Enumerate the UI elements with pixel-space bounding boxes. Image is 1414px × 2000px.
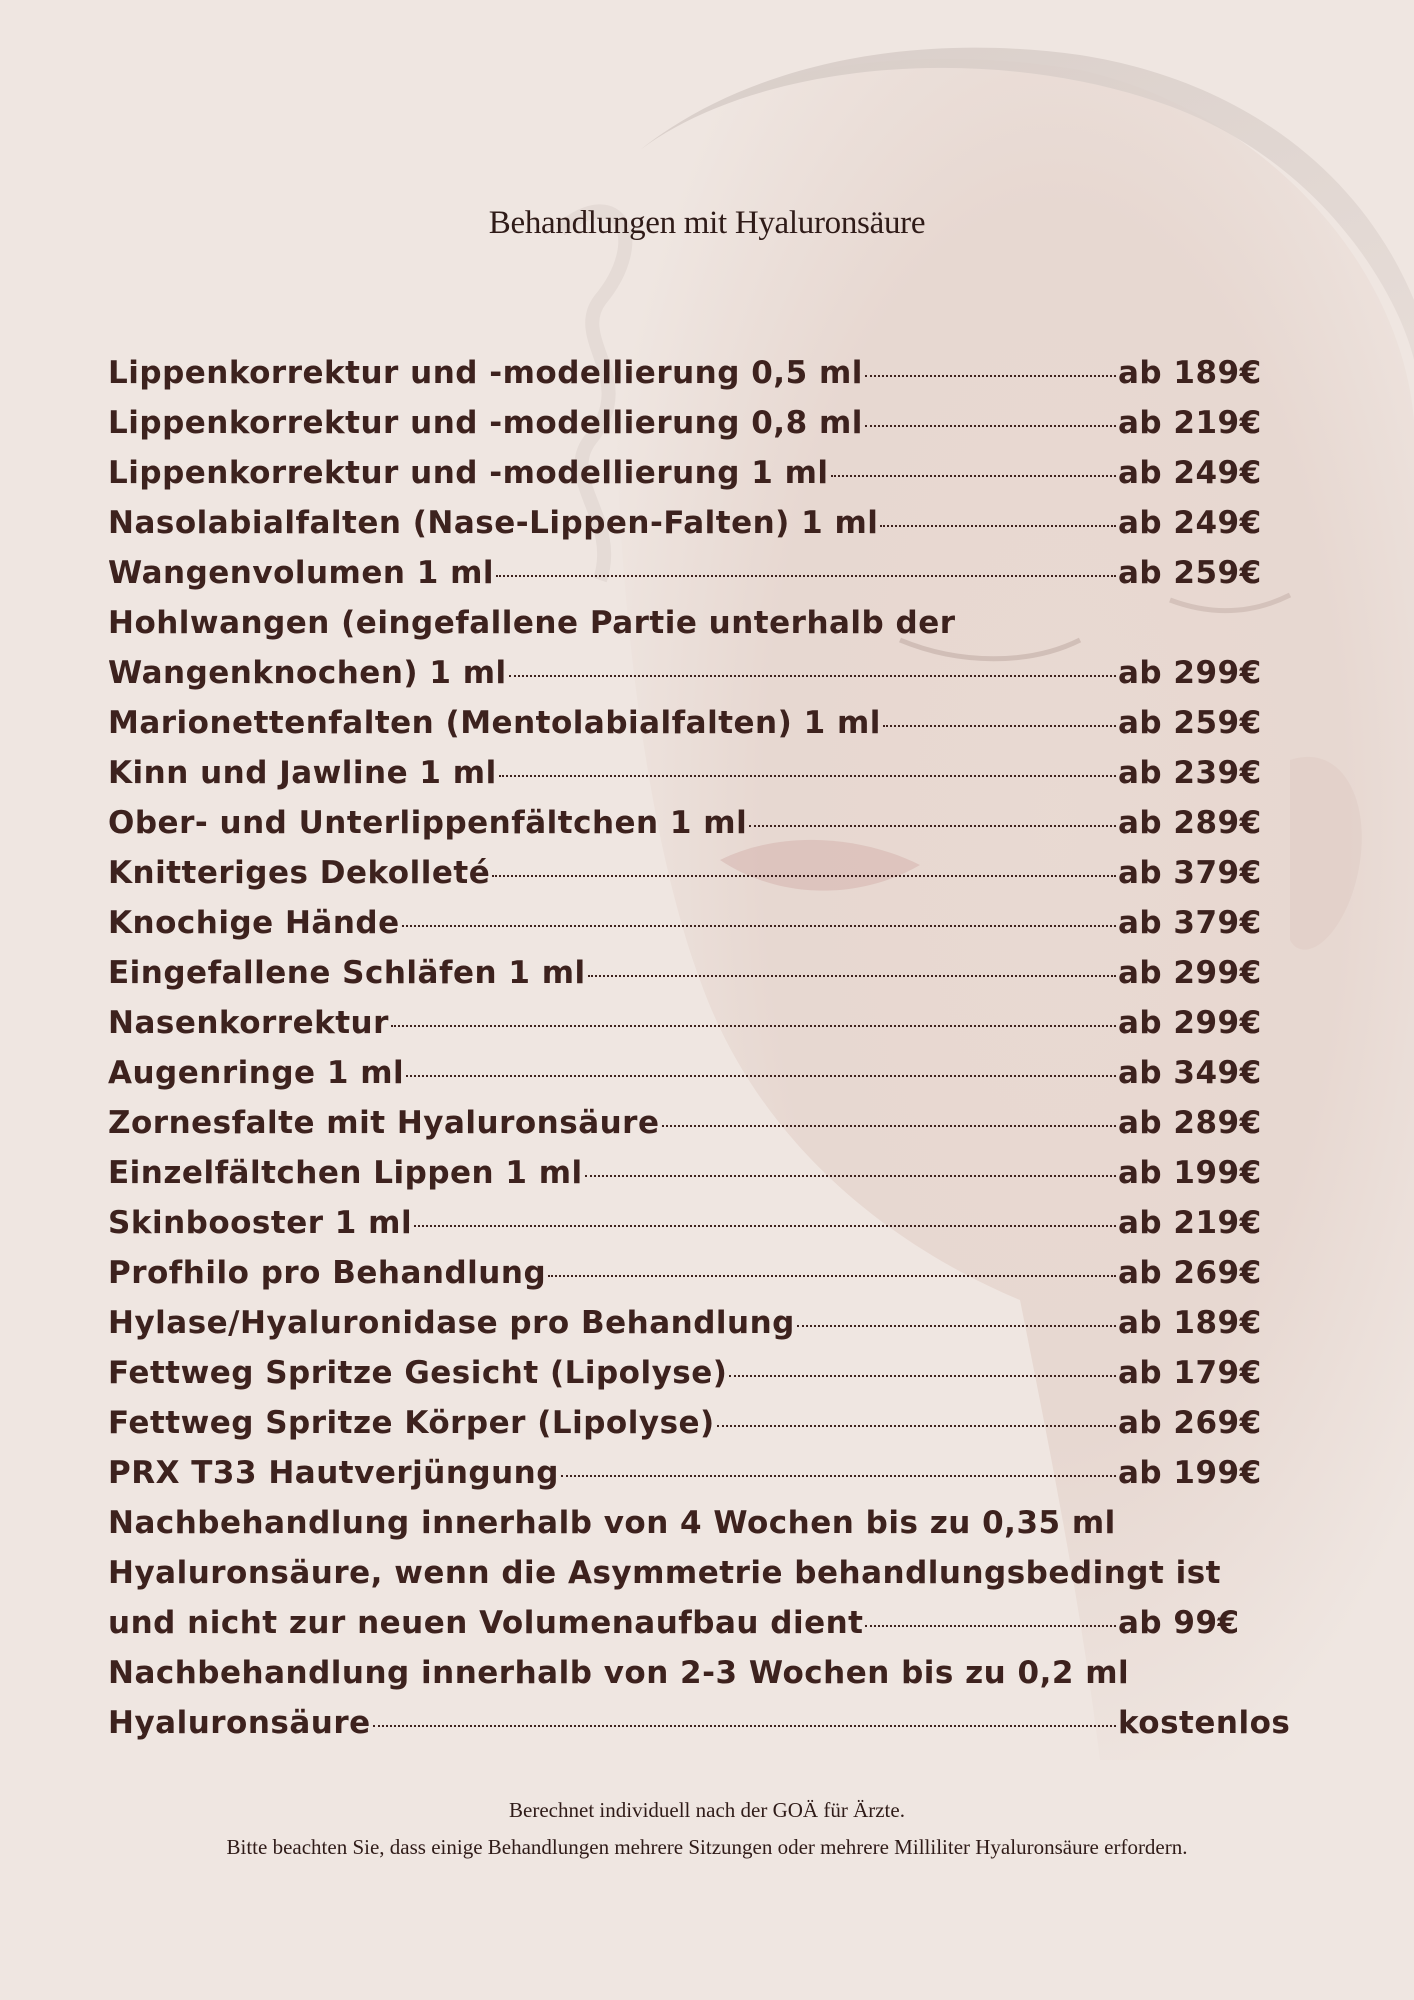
treatment-price: ab 219€ — [1118, 405, 1262, 441]
dot-leader — [662, 1125, 1117, 1127]
page-title: Behandlungen mit Hyaluronsäure — [488, 205, 926, 241]
treatment-price: ab 289€ — [1118, 1105, 1262, 1141]
dot-leader — [496, 575, 1116, 577]
price-row — [108, 848, 1268, 898]
price-list — [108, 348, 1291, 1748]
price-row — [108, 1448, 1268, 1498]
price-row — [108, 798, 1268, 848]
treatment-name: Nasolabialfalten (Nase-Lippen-Falten) 1 ml — [108, 505, 879, 541]
dot-leader — [391, 1025, 1116, 1027]
price-row — [108, 1398, 1268, 1448]
treatment-name: Marionettenfalten (Mentolabialfalten) 1 ml — [108, 705, 881, 741]
treatment-price: ab 199€ — [1118, 1455, 1262, 1491]
treatment-price: ab 199€ — [1118, 1155, 1262, 1191]
treatment-name-line: Hyaluronsäure, wenn die Asymmetrie behandlungsbedingt ist — [108, 1555, 1221, 1591]
price-row — [108, 498, 1268, 548]
dot-leader — [561, 1475, 1116, 1477]
treatment-price: ab 189€ — [1118, 1305, 1262, 1341]
price-row — [108, 1248, 1268, 1298]
footer-line: Bitte beachten Sie, dass einige Behandlungen mehrere Sitzungen oder mehrere Milliliter Hyaluronsäure erfordern. — [226, 1835, 1188, 1859]
price-row — [108, 748, 1268, 798]
treatment-price: ab 349€ — [1118, 1055, 1262, 1091]
price-row — [108, 1148, 1268, 1198]
treatment-price: ab 249€ — [1118, 455, 1262, 491]
treatment-name: Profhilo pro Behandlung — [108, 1255, 547, 1291]
dot-leader — [865, 1625, 1116, 1627]
dot-leader — [880, 525, 1116, 527]
treatment-price: ab 299€ — [1118, 1005, 1262, 1041]
dot-leader — [548, 1275, 1116, 1277]
treatment-price: ab 289€ — [1118, 805, 1262, 841]
price-row — [108, 598, 1268, 698]
price-row — [108, 348, 1268, 398]
treatment-price: ab 379€ — [1118, 855, 1262, 891]
dot-leader — [406, 1075, 1116, 1077]
treatment-name: Kinn und Jawline 1 ml — [108, 755, 497, 791]
treatment-price: ab 299€ — [1118, 655, 1262, 691]
dot-leader — [414, 1225, 1116, 1227]
treatment-name: Lippenkorrektur und -modellierung 1 ml — [108, 455, 829, 491]
dot-leader — [883, 725, 1116, 727]
treatment-name: Hylase/Hyaluronidase pro Behandlung — [108, 1305, 795, 1341]
treatment-name: Augenringe 1 ml — [108, 1055, 405, 1091]
price-row — [108, 1498, 1268, 1648]
price-row — [108, 1298, 1268, 1348]
treatment-name: Lippenkorrektur und -modellierung 0,8 ml — [108, 405, 863, 441]
treatment-name: Wangenknochen) 1 ml — [108, 655, 507, 691]
dot-leader — [865, 375, 1116, 377]
treatment-name: Einzelfältchen Lippen 1 ml — [108, 1155, 583, 1191]
treatment-price: ab 189€ — [1118, 355, 1262, 391]
treatment-name: Fettweg Spritze Gesicht (Lipolyse) — [108, 1355, 728, 1391]
price-row — [108, 698, 1268, 748]
treatment-price: ab 219€ — [1118, 1205, 1262, 1241]
price-row — [108, 898, 1268, 948]
dot-leader — [797, 1325, 1116, 1327]
dot-leader — [831, 475, 1116, 477]
price-row — [108, 1198, 1268, 1248]
dot-leader — [492, 875, 1116, 877]
dot-leader — [509, 675, 1116, 677]
dot-leader — [729, 1375, 1116, 1377]
treatment-name-line: Nachbehandlung innerhalb von 2-3 Wochen bis zu 0,2 ml — [108, 1655, 1130, 1691]
dot-leader — [717, 1425, 1116, 1427]
treatment-name: Knitteriges Dekolleté — [108, 855, 491, 891]
price-row — [108, 1648, 1291, 1748]
treatment-name: Eingefallene Schläfen 1 ml — [108, 955, 586, 991]
dot-leader — [588, 975, 1116, 977]
footer-line: Berechnet individuell nach der GOÄ für Ärzte. — [509, 1798, 905, 1822]
treatment-name: Ober- und Unterlippenfältchen 1 ml — [108, 805, 748, 841]
price-row — [108, 448, 1268, 498]
treatment-name: Hyaluronsäure — [108, 1705, 371, 1741]
dot-leader — [402, 925, 1116, 927]
treatment-name-line: Hohlwangen (eingefallene Partie unterhalb der — [108, 605, 956, 641]
dot-leader — [585, 1175, 1116, 1177]
treatment-price: ab 269€ — [1118, 1255, 1262, 1291]
treatment-price: ab 179€ — [1118, 1355, 1262, 1391]
treatment-price: ab 239€ — [1118, 755, 1262, 791]
treatment-name-line: Nachbehandlung innerhalb von 4 Wochen bis zu 0,35 ml — [108, 1505, 1116, 1541]
price-row — [108, 1048, 1268, 1098]
treatment-price: ab 259€ — [1118, 705, 1262, 741]
price-row — [108, 1098, 1268, 1148]
price-row — [108, 398, 1268, 448]
price-row — [108, 948, 1268, 998]
treatment-name: Fettweg Spritze Körper (Lipolyse) — [108, 1405, 715, 1441]
treatment-name: Lippenkorrektur und -modellierung 0,5 ml — [108, 355, 863, 391]
treatment-name: Skinbooster 1 ml — [108, 1205, 413, 1241]
treatment-price: ab 379€ — [1118, 905, 1262, 941]
treatment-price: kostenlos — [1118, 1705, 1291, 1741]
dot-leader — [749, 825, 1116, 827]
treatment-price: ab 299€ — [1118, 955, 1262, 991]
price-row — [108, 998, 1268, 1048]
price-row — [108, 1348, 1268, 1398]
treatment-name: Knochige Hände — [108, 905, 400, 941]
dot-leader — [865, 425, 1116, 427]
treatment-price: ab 99€ — [1118, 1605, 1240, 1641]
treatment-name: Wangenvolumen 1 ml — [108, 555, 495, 591]
treatment-name: und nicht zur neuen Volumenaufbau dient — [108, 1605, 864, 1641]
treatment-price: ab 249€ — [1118, 505, 1262, 541]
treatment-price: ab 269€ — [1118, 1405, 1262, 1441]
treatment-price: ab 259€ — [1118, 555, 1262, 591]
treatment-name: Nasenkorrektur — [108, 1005, 389, 1041]
footer-note — [0, 1792, 1414, 1866]
dot-leader — [499, 775, 1116, 777]
treatment-name: Zornesfalte mit Hyaluronsäure — [108, 1105, 660, 1141]
treatment-name: PRX T33 Hautverjüngung — [108, 1455, 559, 1491]
dot-leader — [373, 1725, 1116, 1727]
price-row — [108, 548, 1268, 598]
